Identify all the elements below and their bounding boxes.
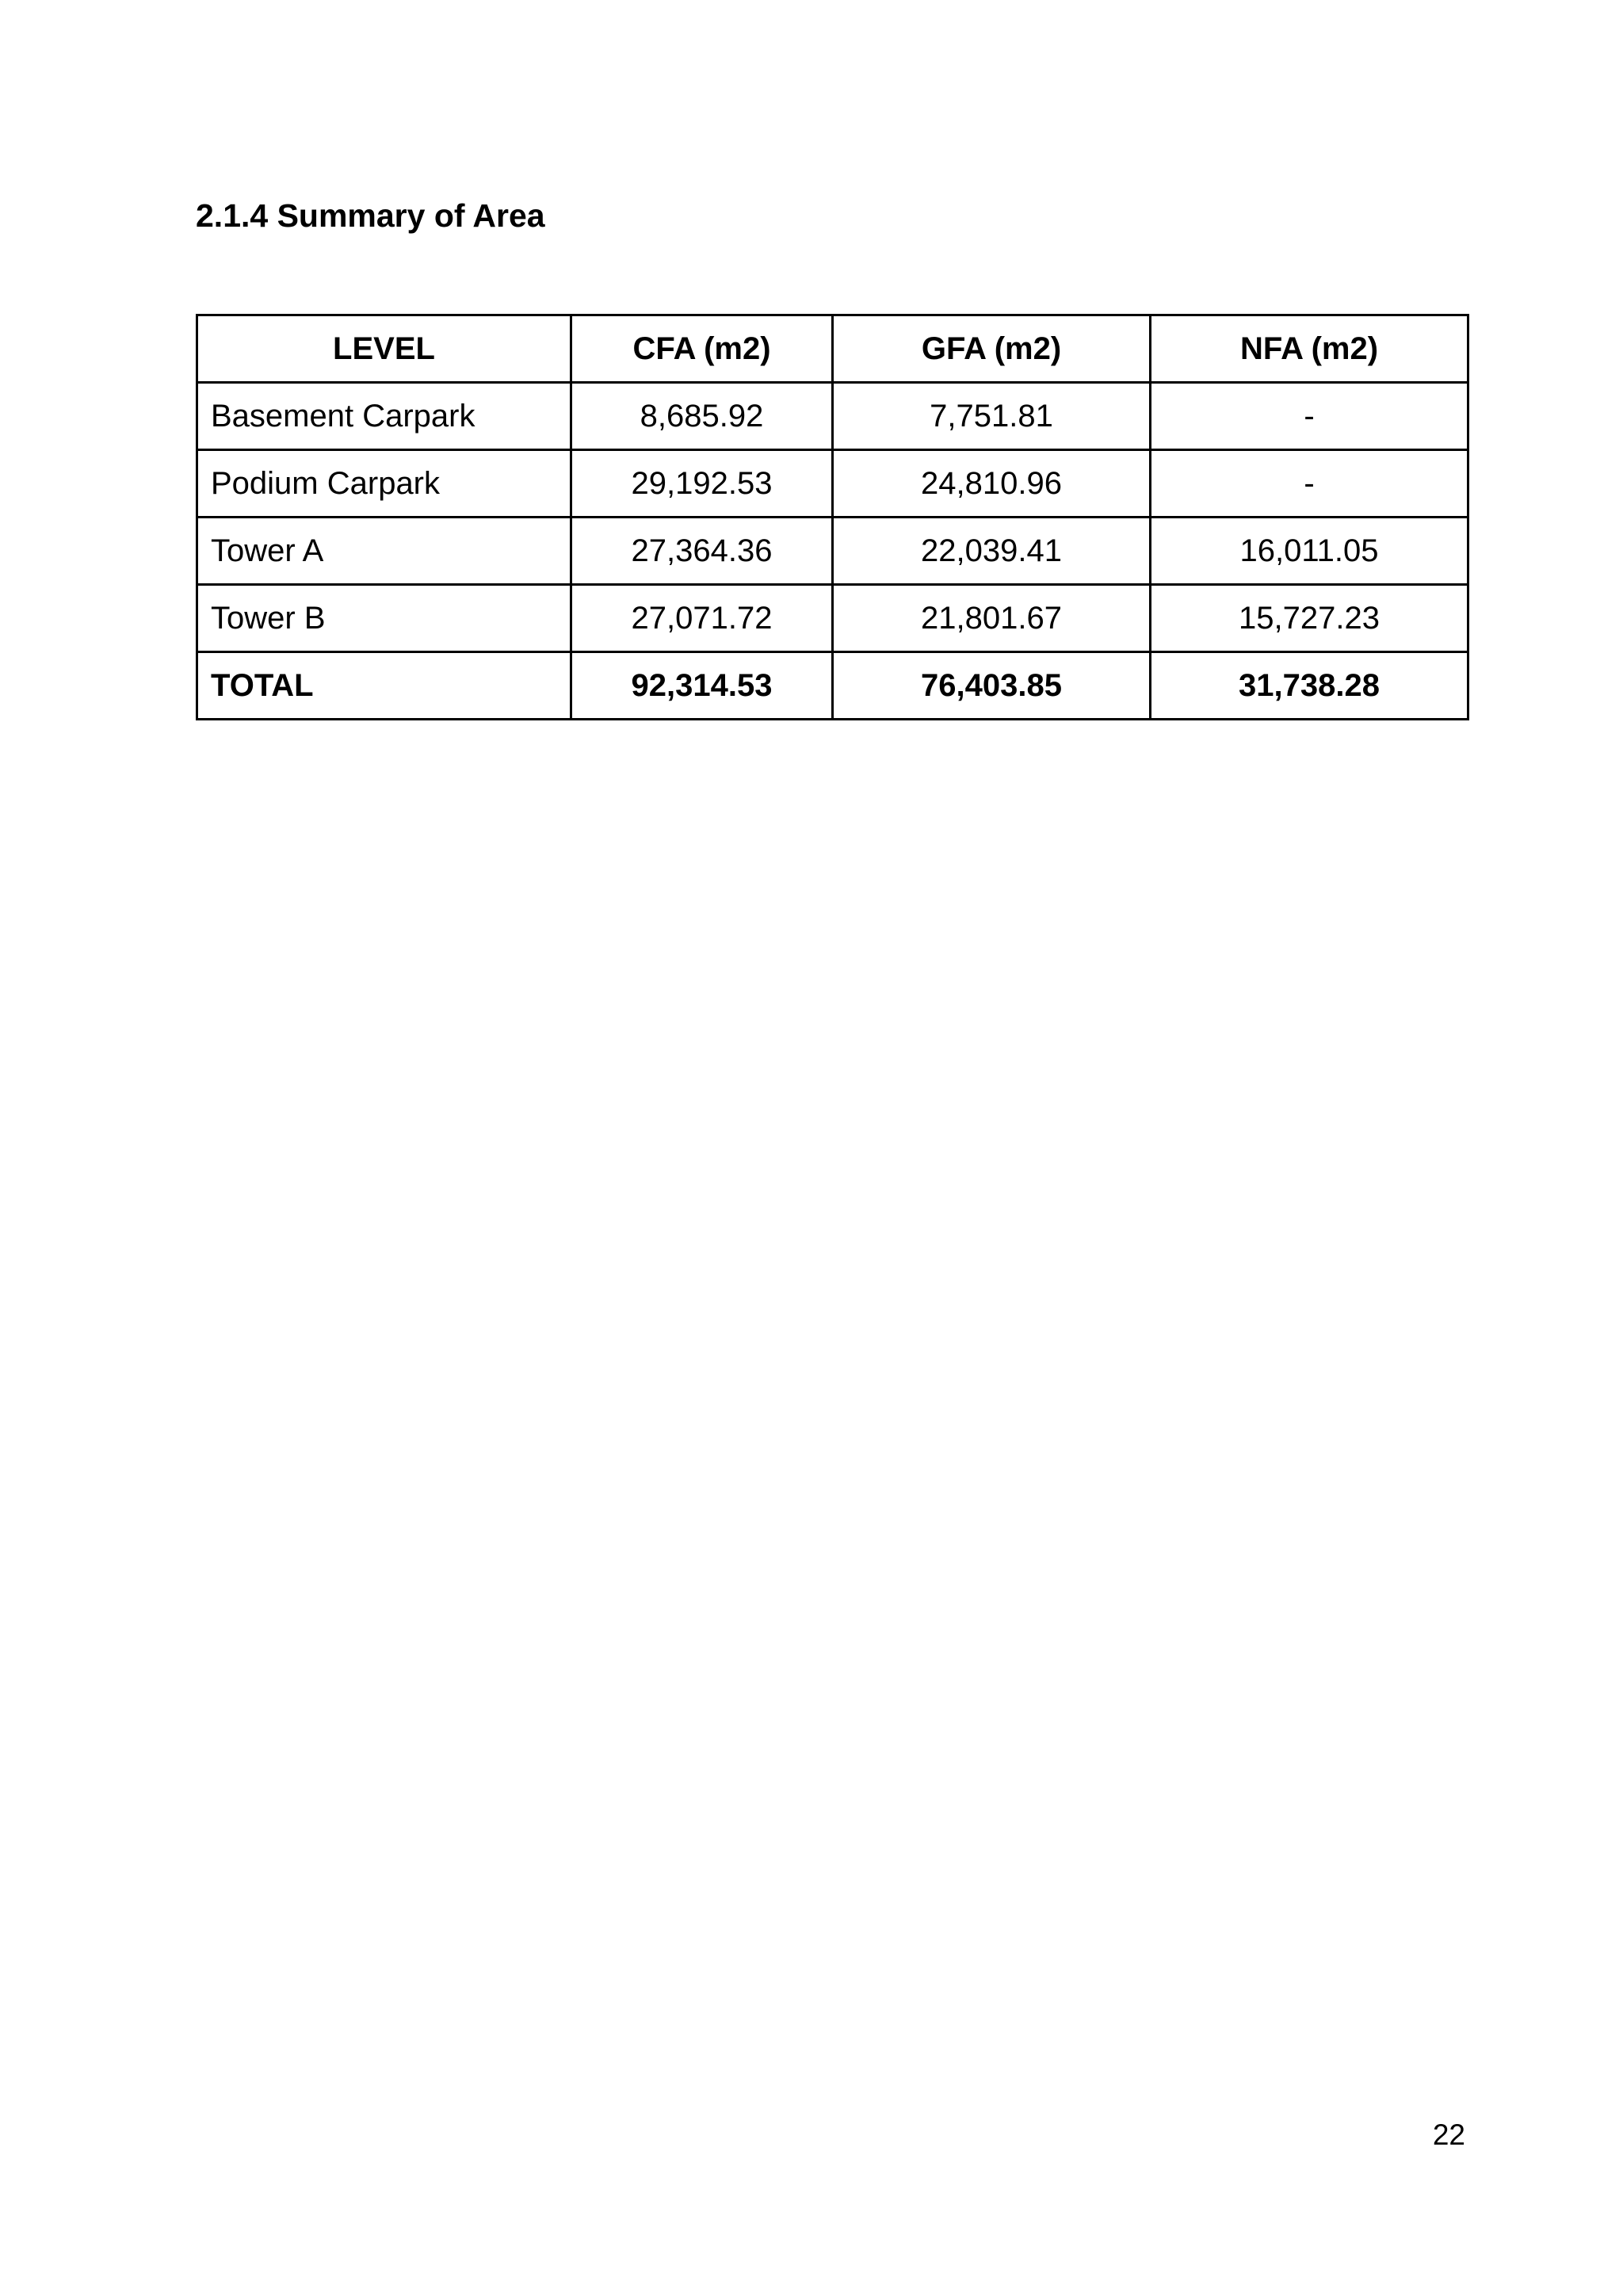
cfa-cell: 29,192.53 bbox=[571, 450, 833, 518]
total-row bbox=[197, 652, 1468, 720]
total-label: TOTAL bbox=[197, 652, 571, 720]
total-nfa: 31,738.28 bbox=[1151, 652, 1468, 720]
cfa-cell: 8,685.92 bbox=[571, 383, 833, 450]
nfa-cell: - bbox=[1151, 383, 1468, 450]
level-cell: Tower A bbox=[197, 518, 571, 585]
cfa-cell: 27,071.72 bbox=[571, 585, 833, 652]
table-row bbox=[197, 518, 1468, 585]
header-nfa: NFA (m2) bbox=[1151, 315, 1468, 383]
table-header-row bbox=[197, 315, 1468, 383]
table-row bbox=[197, 383, 1468, 450]
gfa-cell: 7,751.81 bbox=[833, 383, 1151, 450]
table-row bbox=[197, 450, 1468, 518]
area-summary-table bbox=[196, 314, 1469, 720]
total-gfa: 76,403.85 bbox=[833, 652, 1151, 720]
cfa-cell: 27,364.36 bbox=[571, 518, 833, 585]
level-cell: Podium Carpark bbox=[197, 450, 571, 518]
nfa-cell: - bbox=[1151, 450, 1468, 518]
header-cfa: CFA (m2) bbox=[571, 315, 833, 383]
header-gfa: GFA (m2) bbox=[833, 315, 1151, 383]
total-cfa: 92,314.53 bbox=[571, 652, 833, 720]
gfa-cell: 22,039.41 bbox=[833, 518, 1151, 585]
table-row bbox=[197, 585, 1468, 652]
gfa-cell: 24,810.96 bbox=[833, 450, 1151, 518]
gfa-cell: 21,801.67 bbox=[833, 585, 1151, 652]
page-number: 22 bbox=[1432, 2118, 1465, 2151]
level-cell: Basement Carpark bbox=[197, 383, 571, 450]
nfa-cell: 16,011.05 bbox=[1151, 518, 1468, 585]
section-heading: 2.1.4 Summary of Area bbox=[196, 197, 545, 234]
level-cell: Tower B bbox=[197, 585, 571, 652]
nfa-cell: 15,727.23 bbox=[1151, 585, 1468, 652]
header-level: LEVEL bbox=[197, 315, 571, 383]
